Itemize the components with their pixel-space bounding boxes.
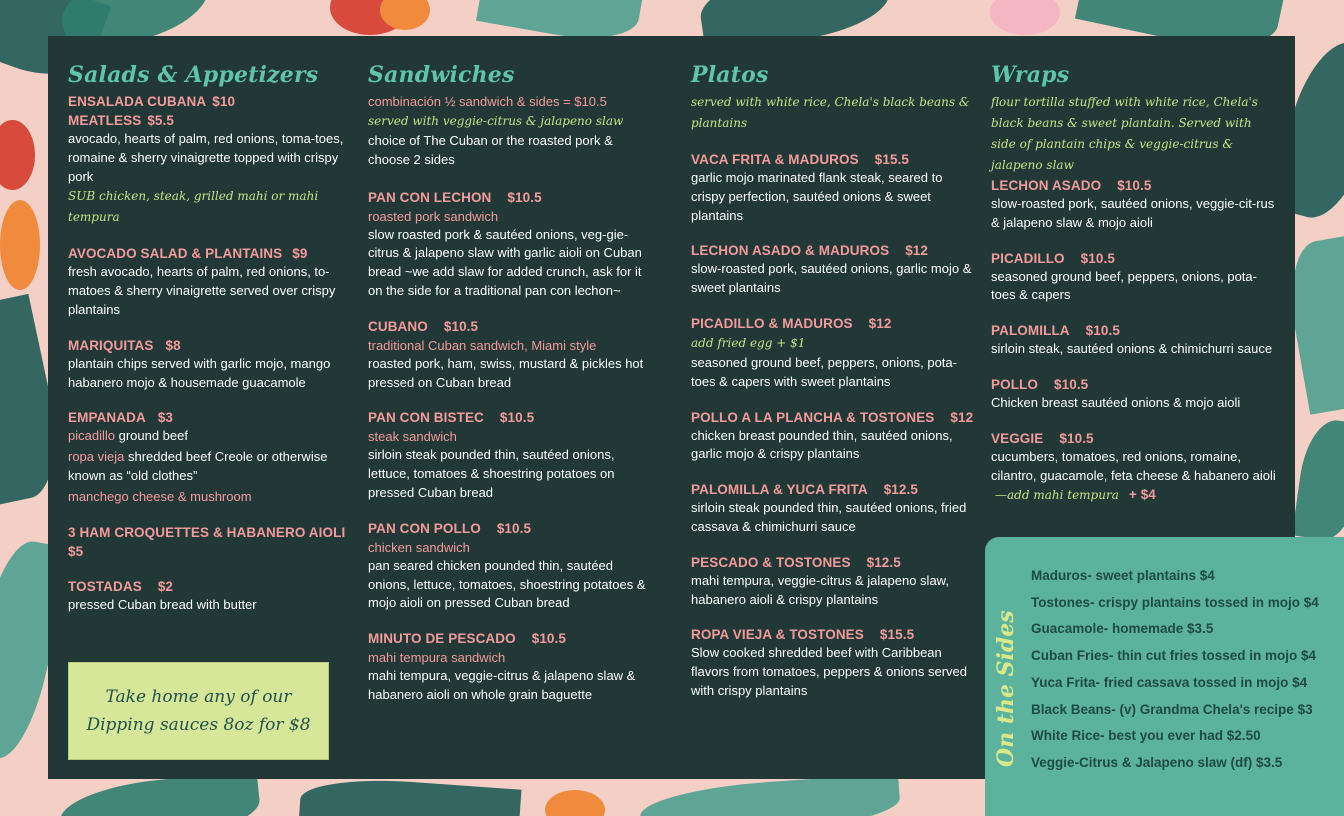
item-price: $10.5 <box>531 631 567 647</box>
item-name: MARIQUITAS <box>68 337 154 353</box>
empanada-filling: ropa vieja <box>68 449 125 465</box>
item-description <box>691 260 976 298</box>
menu-item <box>691 314 976 392</box>
item-name-row <box>991 249 1276 268</box>
item-price: $12.5 <box>866 554 901 570</box>
item-price: $10.5 <box>507 189 542 205</box>
menu-item <box>691 241 976 298</box>
sandwiches-title: Sandwiches <box>368 62 515 88</box>
wraps-note: flour tortilla stuffed with white rice, Chela's black beans & sweet plantain. Served with side of plantain chips & veggie-citrus & jalapeno slaw <box>991 95 1258 172</box>
item-note: SUB chicken, steak, grilled mahi or mahi tempura <box>68 189 319 225</box>
sauce-promo-line1: Take home any of our <box>105 687 292 707</box>
item-description: fresh avocado, hearts of palm, red onions, to-matoes & sherry vinaigrette served over crispy plantains <box>68 264 336 317</box>
sauce-promo-line2: Dipping sauces 8oz for $8 <box>86 715 311 735</box>
item-description <box>991 268 1276 306</box>
item-subtitle: traditional Cuban sandwich, Miami style <box>368 337 597 353</box>
menu-item <box>691 150 976 225</box>
item-subtitle: steak sandwich <box>368 429 457 445</box>
sides-panel <box>985 537 1344 816</box>
item-name-row <box>691 241 976 260</box>
side-item: White Rice- best you ever had $2.50 <box>1031 728 1261 744</box>
item-name-row <box>991 176 1276 195</box>
item-name: AVOCADO SALAD & PLANTAINS <box>68 246 283 262</box>
item-name: EMPANADA <box>68 410 146 426</box>
item-name: CUBANO <box>368 318 428 334</box>
item-name: POLLO A LA PLANCHA & TOSTONES <box>691 409 935 425</box>
menu-item <box>691 480 976 537</box>
item-description <box>368 446 658 502</box>
item-description-text: seasoned ground beef, peppers, onions, pota-toes & capers with sweet plantains <box>691 354 957 389</box>
item-description-text: cucumbers, tomatoes, red onions, romaine, cilantro, guacamole, feta cheese & habanero aioli <box>991 448 1276 483</box>
menu-item <box>991 429 1276 507</box>
item-name-row <box>991 375 1276 394</box>
item-description <box>691 499 976 537</box>
item-price: $8 <box>165 337 181 353</box>
item-price: $10.5 <box>499 410 535 426</box>
item-name: LECHON ASADO <box>991 178 1102 193</box>
item-price: $15.5 <box>879 627 915 643</box>
item-name: 3 HAM CROQUETTES & HABANERO AIOLI <box>68 524 346 540</box>
empanada-filling-desc: shredded beef Creole or otherwise known as “old clothes” <box>68 449 328 483</box>
sauce-promo-box <box>68 662 329 760</box>
combo-note: served with veggie-citrus & jalapeno slaw <box>368 114 624 128</box>
item-description-text: mahi tempura, veggie-citrus & jalapeno slaw & habanero aioli on whole grain baguette <box>368 668 636 702</box>
item-subtitle: chicken sandwich <box>368 539 470 555</box>
menu-item <box>368 317 658 393</box>
item-description <box>991 340 1276 359</box>
item-description <box>691 572 976 610</box>
item-name-row <box>691 480 976 499</box>
wraps-column <box>991 62 1276 506</box>
platos-column <box>691 62 976 701</box>
item-name: PALOMILLA & YUCA FRITA <box>691 482 868 498</box>
item-description-text: seasoned ground beef, peppers, onions, pota-toes & capers <box>991 268 1257 303</box>
item-name: PAN CON LECHON <box>368 189 492 205</box>
item-name: TOSTADAS <box>68 578 142 594</box>
item-price: $15.5 <box>874 152 910 167</box>
item-price: $10.5 <box>1080 250 1115 266</box>
menu-item <box>68 523 353 561</box>
item-description: avocado, hearts of palm, red onions, toma-toes, romaine & sherry vinaigrette topped with crispy pork <box>68 131 344 184</box>
item-name: VACA FRITA & MADUROS <box>691 152 859 167</box>
salads-title: Salads & Appetizers <box>68 62 319 88</box>
side-item: Black Beans- (v) Grandma Chela's recipe $3 <box>1031 701 1313 717</box>
item-subtitle: roasted pork sandwich <box>368 208 499 224</box>
item-price: $10.5 <box>1054 376 1089 392</box>
menu-item <box>368 188 658 301</box>
item-name-row <box>691 625 976 644</box>
menu-item <box>68 577 353 615</box>
item-name-row <box>691 553 976 572</box>
item-description <box>991 195 1276 233</box>
item-price: $12 <box>950 409 974 425</box>
item-price: $10.5 <box>1059 430 1094 446</box>
platos-title: Platos <box>691 62 769 88</box>
item-description <box>691 644 976 700</box>
item-name: PAN CON BISTEC <box>368 410 484 426</box>
item-name: PICADILLO & MADUROS <box>691 315 853 331</box>
item-name: PAN CON POLLO <box>368 520 481 536</box>
item-description <box>691 427 976 465</box>
empanada-filling-desc: ground beef <box>114 428 188 444</box>
item-name: ROPA VIEJA & TOSTONES <box>691 627 864 643</box>
side-item: Cuban Fries- thin cut fries tossed in mojo $4 <box>1031 648 1317 664</box>
item-description: plantain chips served with garlic mojo, mango habanero mojo & housemade guacamole <box>68 355 331 390</box>
menu-item <box>991 321 1276 359</box>
item-description-text: roasted pork, ham, swiss, mustard & pickles hot pressed on Cuban bread <box>368 355 644 390</box>
item-description <box>368 226 658 301</box>
item-description <box>991 394 1276 413</box>
menu-item <box>991 375 1276 413</box>
item-description <box>368 667 658 705</box>
side-item: Yuca Frita- fried cassava tossed in mojo $4 <box>1031 674 1308 690</box>
item-name-row <box>991 321 1276 340</box>
menu-item <box>68 92 353 228</box>
item-price: $9 <box>292 246 308 262</box>
item-description-text: pan seared chicken pounded thin, sautéed onions, lettuce, tomatoes, shoestring potatoes & mojo aioli on pressed Cuban bread <box>368 557 646 611</box>
sides-list <box>1031 563 1319 777</box>
menu-item <box>991 176 1276 233</box>
menu-item <box>368 408 658 502</box>
item-description-text: Slow cooked shredded beef with Caribbean flavors from tomatoes, peppers & onions served with crispy plantains <box>691 645 968 698</box>
item-description-text: garlic mojo marinated flank steak, seared to crispy perfection, sautéed onions & sweet plantains <box>691 170 943 223</box>
item-name: POLLO <box>991 376 1038 392</box>
item-name-row <box>368 519 658 538</box>
item-note: add fried egg + $1 <box>691 335 806 350</box>
item-name: PICADILLO <box>991 250 1065 266</box>
item-name: LECHON ASADO & MADUROS <box>691 243 890 259</box>
item-description-text: sirloin steak pounded thin, sautéed onions, lettuce, tomatoes & shoestring potatoes on pressed Cuban bread <box>368 447 615 500</box>
side-item: Guacamole- homemade $3.5 <box>1031 621 1214 637</box>
item-description <box>368 355 658 393</box>
item-description-text: slow roasted pork & sautéed onions, veg-gie-citrus & jalapeno slaw with garlic aioli on Cuban bread ~we add slaw for added crunch, ask for it on the side for a traditional pan con lechon~ <box>368 226 642 298</box>
menu-item <box>68 336 353 393</box>
item-description-text: sirloin steak pounded thin, sautéed onions, fried cassava & chimichurri sauce <box>691 500 967 534</box>
side-item: Maduros- sweet plantains $4 <box>1031 568 1215 583</box>
item-name: MEATLESS <box>68 113 142 128</box>
item-price: $10.5 <box>1085 323 1120 339</box>
item-price: $12 <box>868 315 892 331</box>
item-price: $3 <box>157 410 174 426</box>
combo-offer: combinación ½ sandwich & sides = $10.5 <box>368 94 607 109</box>
item-subtitle: mahi tempura sandwich <box>368 650 506 666</box>
item-name-row <box>991 429 1276 448</box>
item-price: $10 <box>212 94 236 109</box>
item-name-row <box>368 317 658 336</box>
item-description <box>691 354 976 392</box>
salads-column <box>68 62 353 614</box>
item-name-row <box>691 314 976 333</box>
menu-item <box>991 249 1276 306</box>
item-name: VEGGIE <box>991 430 1044 446</box>
item-price: $2 <box>157 578 174 594</box>
menu-item <box>68 244 353 319</box>
wraps-title: Wraps <box>991 62 1070 88</box>
item-price: $10.5 <box>443 318 479 334</box>
item-description-text: slow-roasted pork, sautéed onions, garlic mojo & sweet plantains <box>691 261 972 296</box>
item-name-row <box>691 150 976 169</box>
item-price: $5.5 <box>147 113 174 128</box>
item-price: $12.5 <box>883 482 918 498</box>
platos-note: served with white rice, Chela's black beans & plantains <box>691 95 970 130</box>
item-name: ENSALADA CUBANA <box>68 94 207 109</box>
empanada-filling: picadillo <box>68 428 115 444</box>
item-price: $10.5 <box>496 520 532 536</box>
item-description-text: chicken breast pounded thin, sautéed onions, garlic mojo & crispy plantains <box>691 427 953 462</box>
item-name-row <box>691 408 976 427</box>
item-addon-price: + $4 <box>1128 487 1156 503</box>
item-description-text: sirloin steak, sautéed onions & chimichurri sauce <box>991 341 1273 357</box>
item-addon: —add mahi tempura <box>995 488 1119 503</box>
item-name-row <box>368 629 658 648</box>
side-item: Tostones- crispy plantains tossed in mojo $4 <box>1031 594 1319 610</box>
item-name: PESCADO & TOSTONES <box>691 554 851 570</box>
item-name-row <box>368 188 658 207</box>
item-name: PALOMILLA <box>991 323 1070 339</box>
menu-item <box>691 553 976 610</box>
item-price: $10.5 <box>1117 178 1152 193</box>
item-name-row <box>368 408 658 427</box>
item-description-text: Chicken breast sautéed onions & mojo aioli <box>991 394 1241 410</box>
item-description-text: slow-roasted pork, sautéed onions, veggie-cit-rus & jalapeno slaw & mojo aioli <box>991 196 1275 230</box>
combo-description: choice of The Cuban or the roasted pork & choose 2 sides <box>368 133 613 167</box>
menu-item <box>691 408 976 465</box>
menu-item <box>368 629 658 705</box>
item-description: pressed Cuban bread with butter <box>68 596 257 612</box>
item-description-text: mahi tempura, veggie-citrus & jalapeno slaw, habanero aioli & crispy plantains <box>691 572 949 607</box>
item-name: MINUTO DE PESCADO <box>368 631 516 647</box>
empanada-filling: manchego cheese & mushroom <box>68 488 252 504</box>
item-price: $12 <box>905 243 929 259</box>
item-price: $5 <box>68 543 84 559</box>
sandwiches-column <box>368 62 658 705</box>
sides-title: On the Sides <box>993 610 1019 767</box>
menu-item <box>691 625 976 700</box>
menu-item <box>368 519 658 613</box>
menu-item <box>68 408 353 506</box>
item-description <box>991 448 1276 507</box>
side-item: Veggie-Citrus & Jalapeno slaw (df) $3.5 <box>1031 754 1283 770</box>
item-description <box>691 169 976 225</box>
item-description <box>368 557 658 613</box>
